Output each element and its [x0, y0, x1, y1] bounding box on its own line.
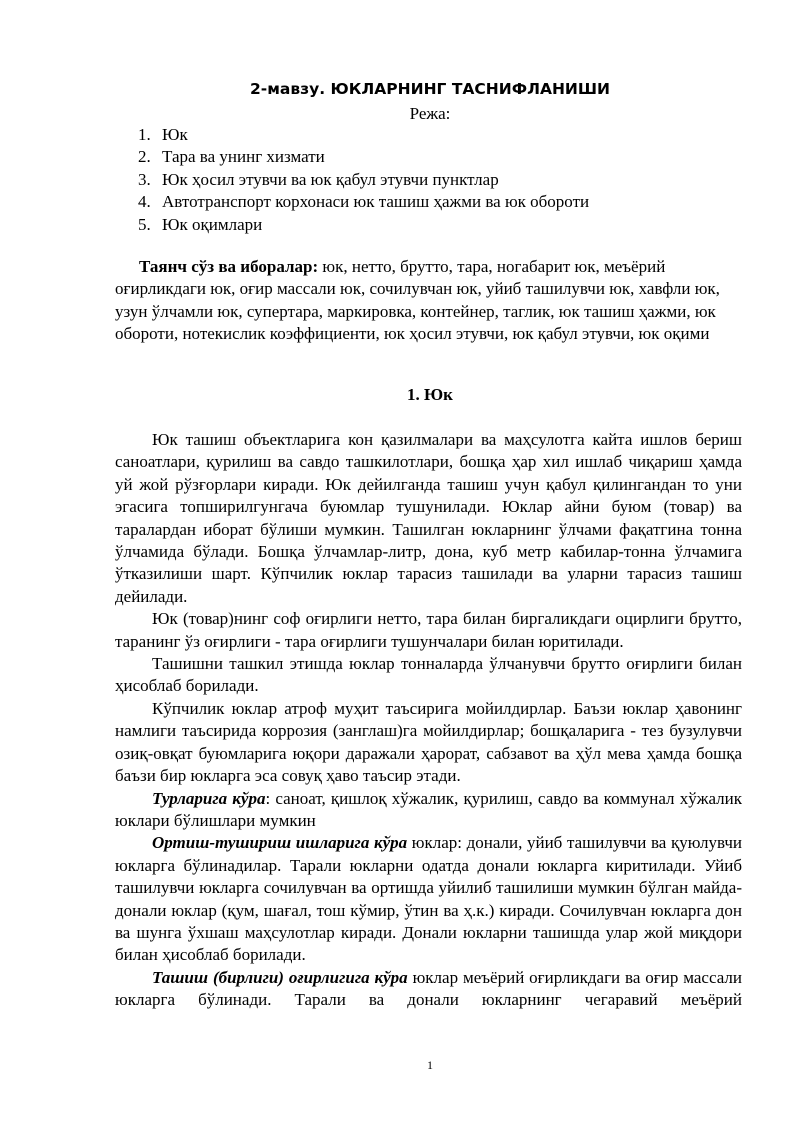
body-text: [115, 429, 742, 1012]
keywords-paragraph: [115, 256, 730, 346]
plan-item: [138, 146, 589, 168]
plan-item-number: 4.: [138, 192, 151, 212]
section-heading: 1. Юк: [407, 385, 453, 404]
paragraph-text: юклар: донали, уйиб ташилувчи ва қуюлувчи юкларга бўлинадилар. Тарали юкларни одатда донали юкларга киритилади. Уйиб ташилувчи юкларга сочилувчан ва ортишда уйилиб ташилиши мумкин бўлган майда-донали юклар (қум, шағал, тош кўмир, ўтин ва ҳ.к.) киради. Сочилувчан юкларга дон ва шунга ўхшаш маҳсулотлар киради. Донали юкларни ташишда улар жой миқдори билан ҳисоблаб борилади.: [115, 833, 742, 965]
plan-item-number: 1.: [138, 125, 151, 144]
plan-item-text: Автотранспорт корхонаси юк ташиш ҳажми ва юк обороти: [162, 192, 590, 212]
paragraph-text: : саноат, қишлоқ хўжалик, қурилиш, савдо ва коммунал хўжалик юклари бўлишлари мумкин: [115, 788, 742, 830]
paragraph-lead: Ташиш (бирлиги) оғирлигига кўра: [152, 967, 408, 987]
body-paragraph: Кўпчилик юклар атроф муҳит таъсирига мойилдирлар. Баъзи юклар ҳавонинг намлиги таъсирида коррозия (занглаш)га мойилдирлар; бошқаларига - тез бузулувчи озиқ-овқат буюмларига юқори даражали ҳарорат, сабзавот ва ҳўл мева ҳамда бошқа баъзи бир юкларга эса совуқ ҳаво таъсир этади.: [115, 698, 742, 786]
paragraph-text: юклар меъёрий оғирликдаги ва оғир массали юкларга бўлинади. Тарали ва донали юкларнинг чегаравий меъёрий: [115, 967, 742, 1010]
plan-label: Режа:: [409, 104, 451, 123]
page-number: 1: [427, 1058, 433, 1072]
plan-item: [138, 169, 589, 191]
plan-item-text: Юк: [162, 125, 188, 144]
document-title: 2-мавзу. ЮКЛАРНИНГ ТАСНИФЛАНИШИ: [249, 80, 611, 98]
plan-item: [138, 191, 589, 213]
plan-item-number: 5.: [138, 214, 151, 234]
plan-item: [138, 214, 589, 236]
body-paragraph: [115, 967, 742, 1012]
plan-item-text: Юк оқимлари: [162, 214, 263, 234]
keywords-label: Таянч сўз ва иборалар:: [139, 257, 319, 276]
plan-item: [138, 124, 589, 146]
plan-item-text: Тара ва унинг хизмати: [162, 147, 325, 167]
body-paragraph: Ташишни ташкил этишда юклар тонналарда ўлчанувчи брутто оғирлиги билан ҳисоблаб борилади.: [115, 654, 742, 696]
body-paragraph: Юк ташиш объектларига кон қазилмалари ва маҳсулотга кайта ишлов бериш саноатлари, қурилиш ва савдо ташкилотлари, бошқа ҳар хил ишлаб чиқариш ҳамда уй жой рўзғорлари киради. Юк дейилганда ташиш учун қабул қилингандан то уни эгасига топширилгунгача буюмлар тушунилади. Юклар айни буюм (товар) ва таралардан иборат бўлиши мумкин. Ташилган юкларнинг ўлчами фақатгина тонна ўлчамида бўлади. Бошқа ўлчамлар-литр, дона, куб метр кабилар-тонна ўлчамига ўтказилиши шарт. Кўпчилик юклар тарасиз ташилади ва уларни тарасиз ташиш дейилади.: [115, 430, 742, 606]
plan-item-number: 2.: [138, 147, 151, 167]
body-paragraph: [115, 788, 742, 833]
plan-list: [138, 124, 589, 236]
plan-item-text: Юк ҳосил этувчи ва юк қабул этувчи пунктлар: [162, 169, 499, 189]
paragraph-lead: Турларига кўра: [152, 788, 266, 808]
plan-item-number: 3.: [138, 169, 151, 189]
body-paragraph: [115, 832, 742, 966]
body-paragraph: Юк (товар)нинг соф оғирлиги нетто, тара билан биргаликдаги оцирлиги брутто, таранинг ўз оғирлиги - тара оғирлиги тушунчалари билан юритилади.: [115, 609, 742, 651]
keywords-text: юк, нетто, брутто, тара, ногабарит юк, меъёрий оғирликдаги юк, оғир массали юк, сочилувчан юк, уйиб ташилувчи юк, хавфли юк, узун ўлчамли юк, супертара, маркировка, контейнер, таглик, юк ташиш ҳажми, юк обороти, нотекислик коэффициенти, юк ҳосил этувчи, юк қабул этувчи, юк оқими: [115, 257, 720, 344]
paragraph-lead: Ортиш-тушириш ишларига кўра: [152, 833, 408, 853]
